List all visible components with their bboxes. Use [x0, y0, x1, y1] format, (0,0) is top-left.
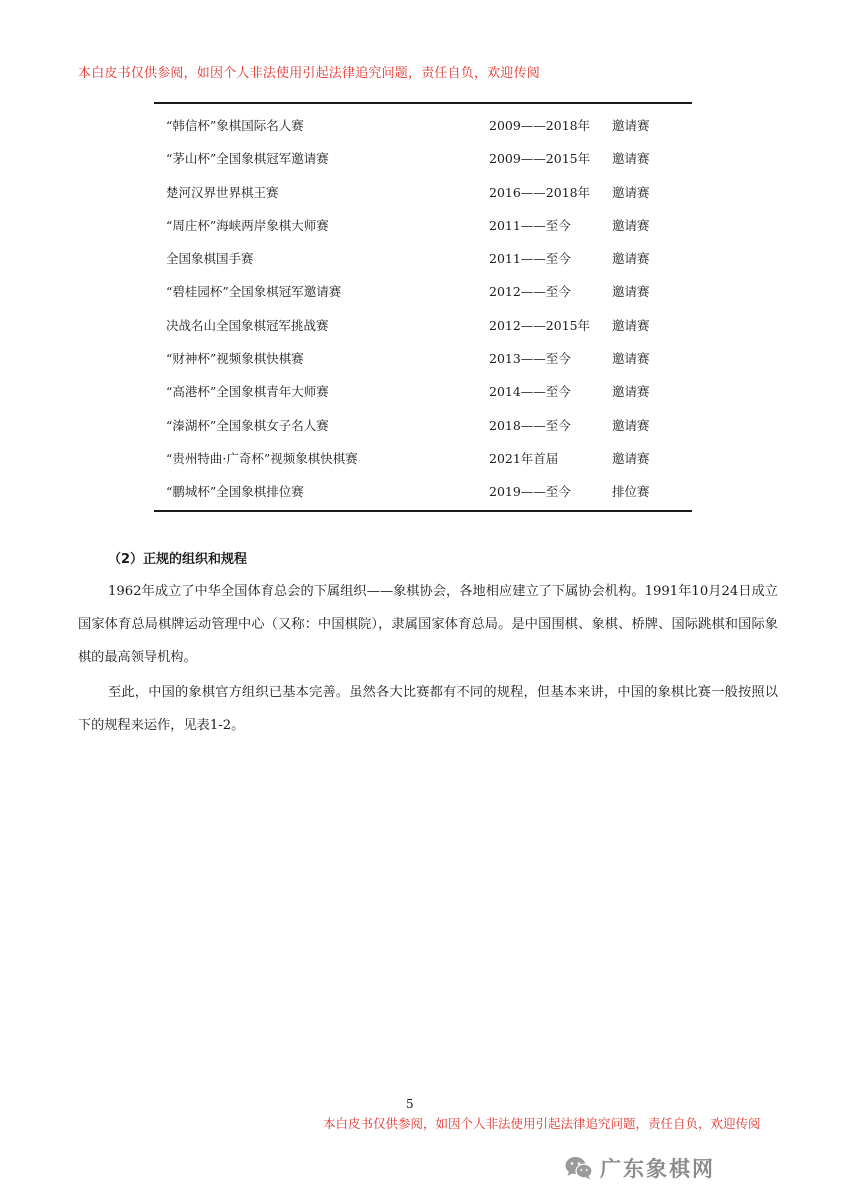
competition-name: “溱湖杯”全国象棋女子名人赛 [166, 417, 329, 433]
competition-type: 邀请赛 [612, 351, 650, 367]
competition-type: 邀请赛 [612, 118, 650, 133]
competition-name: “韩信杯”象棋国际名人赛 [166, 118, 304, 133]
competition-years: 2012——至今 [489, 284, 571, 300]
competition-name: 决战名山全国象棋冠军挑战赛 [166, 317, 329, 333]
table-row [154, 174, 692, 207]
table-row [154, 273, 692, 306]
table-bottom-rule [154, 510, 692, 512]
competition-name: “周庄杯”海峡两岸象棋大师赛 [166, 217, 329, 233]
table-row [154, 140, 692, 173]
competition-type: 邀请赛 [612, 251, 650, 267]
table-row [154, 207, 692, 240]
competition-years: 2009——2015年 [489, 151, 591, 167]
page-number: 5 [406, 1097, 414, 1111]
competition-years: 2013——至今 [489, 351, 571, 367]
competition-name: “茅山杯”全国象棋冠军邀请赛 [166, 151, 329, 167]
competition-name: 全国象棋国手赛 [166, 251, 254, 267]
header-disclaimer: 本白皮书仅供参阅，如因个人非法使用引起法律追究问题，责任自负，欢迎传阅 [78, 66, 541, 81]
competition-type: 邀请赛 [612, 417, 650, 433]
competition-name: “财神杯”视频象棋快棋赛 [166, 351, 304, 367]
competition-years: 2009——2018年 [489, 118, 591, 133]
competition-years: 2019——至今 [489, 484, 571, 500]
table-row [154, 473, 692, 506]
competition-years: 2011——至今 [489, 251, 571, 267]
competition-years: 2018——至今 [489, 417, 571, 433]
table-row [154, 107, 692, 140]
competition-table [154, 102, 692, 512]
paragraph-organization: 1962年成立了中华全国体育总会的下属组织——象棋协会，各地相应建立了下属协会机构。1991年10月24日成立国家体育总局棋牌运动管理中心（又称：中国棋院），隶属国家体育总局。是中国围棋、象棋、桥牌、国际跳棋和国际象棋的最高领导机构。 [78, 584, 778, 665]
competition-type: 排位赛 [612, 484, 650, 500]
watermark [564, 1153, 715, 1183]
competition-years: 2012——2015年 [489, 317, 591, 333]
table-row [154, 240, 692, 273]
competition-type: 邀请赛 [612, 217, 650, 233]
section-heading: （2）正规的组织和规程 [108, 552, 248, 567]
table-row [154, 307, 692, 340]
competition-years: 2021年首届 [489, 450, 559, 466]
table-row [154, 373, 692, 406]
competition-years: 2014——至今 [489, 384, 571, 400]
competition-name: “高港杯”全国象棋青年大师赛 [166, 384, 329, 400]
competition-type: 邀请赛 [612, 184, 650, 200]
competition-type: 邀请赛 [612, 450, 650, 466]
competition-name: “碧桂园杯”全国象棋冠军邀请赛 [166, 284, 342, 300]
competition-type: 邀请赛 [612, 317, 650, 333]
competition-type: 邀请赛 [612, 384, 650, 400]
competition-name: “鹏城杯”全国象棋排位赛 [166, 484, 304, 500]
wechat-icon [564, 1155, 594, 1181]
competition-type: 邀请赛 [612, 151, 650, 167]
competition-type: 邀请赛 [612, 284, 650, 300]
competition-name: 楚河汉界世界棋王赛 [166, 184, 279, 200]
competition-name: “贵州特曲·广奇杯”视频象棋快棋赛 [166, 450, 358, 466]
competition-years: 2011——至今 [489, 217, 571, 233]
footer-disclaimer: 本白皮书仅供参阅，如因个人非法使用引起法律追究问题，责任自负，欢迎传阅 [323, 1116, 761, 1131]
table-row [154, 407, 692, 440]
competition-years: 2016——2018年 [489, 184, 591, 200]
table-body [154, 104, 692, 510]
table-row [154, 440, 692, 473]
table-row [154, 340, 692, 373]
watermark-text: 广东象棋网 [600, 1157, 715, 1181]
paragraph-regulations: 至此，中国的象棋官方组织已基本完善。虽然各大比赛都有不同的规程，但基本来讲，中国的象棋比赛一般按照以下的规程来运作，见表1-2。 [78, 685, 778, 733]
